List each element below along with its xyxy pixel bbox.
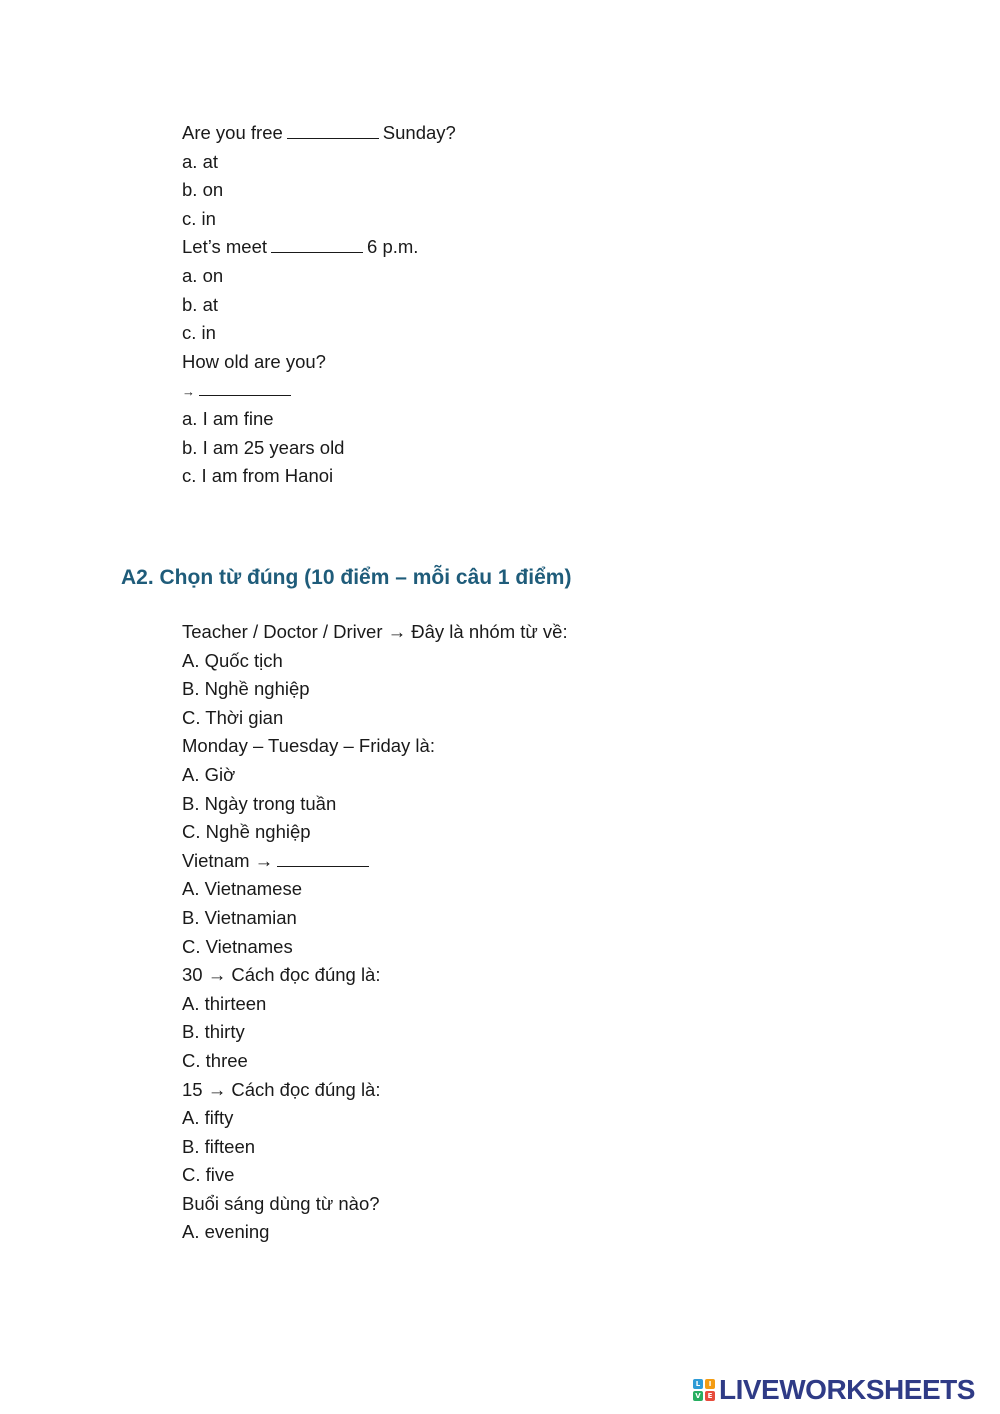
answer-option[interactable]: c. in — [182, 322, 216, 344]
answer-option[interactable]: B. thirty — [182, 1021, 245, 1043]
answer-blank[interactable] — [199, 377, 291, 396]
question-line: Monday – Tuesday – Friday là: — [182, 735, 435, 757]
answer-option[interactable]: b. at — [182, 293, 218, 315]
answer-option[interactable]: A. Quốc tịch — [182, 649, 283, 671]
question-line: Teacher / Doctor / Driver → Đây là nhóm từ về: — [182, 621, 568, 642]
answer-option[interactable]: C. Vietnames — [182, 935, 293, 957]
answer-option[interactable]: a. at — [182, 150, 218, 172]
question-line: 15 → Cách đọc đúng là: — [182, 1078, 381, 1100]
answer-arrow-line — [182, 376, 456, 405]
question-line: Buổi sáng dùng từ nào? — [182, 1192, 380, 1214]
answer-option[interactable]: A. evening — [182, 1221, 270, 1243]
answer-option[interactable]: c. I am from Hanoi — [182, 465, 334, 487]
answer-option[interactable]: B. fifteen — [182, 1135, 256, 1157]
liveworksheets-logo — [693, 1374, 975, 1406]
answer-option[interactable]: A. thirteen — [182, 992, 267, 1014]
section-heading: A2. Chọn từ đúng (10 điểm – mỗi câu 1 điểm) — [121, 566, 572, 589]
answer-option[interactable]: C. Nghề nghiệp — [182, 821, 311, 843]
answer-option[interactable]: B. Vietnamian — [182, 906, 297, 928]
answer-option[interactable]: a. on — [182, 264, 224, 286]
answer-blank[interactable] — [277, 848, 369, 867]
answer-option[interactable]: b. I am 25 years old — [182, 436, 345, 458]
question-line: Vietnam → — [182, 847, 568, 876]
answer-option[interactable]: A. Vietnamese — [182, 878, 302, 900]
answer-option[interactable]: B. Nghề nghiệp — [182, 678, 310, 700]
answer-option[interactable]: C. three — [182, 1049, 248, 1071]
answer-option[interactable]: C. five — [182, 1164, 235, 1186]
answer-option[interactable]: a. I am fine — [182, 407, 274, 429]
logo-text: LIVEWORKSHEETS — [719, 1374, 975, 1405]
answer-option[interactable]: A. fifty — [182, 1107, 234, 1129]
question-line: Are you free Sunday? — [182, 122, 456, 143]
answer-option[interactable]: b. on — [182, 179, 224, 201]
logo-mark-icon: L I V E — [693, 1379, 715, 1401]
answer-blank[interactable] — [287, 120, 379, 139]
answer-option[interactable]: C. Thời gian — [182, 706, 284, 728]
answer-option[interactable]: c. in — [182, 207, 216, 229]
answer-option[interactable]: B. Ngày trong tuần — [182, 792, 337, 814]
question-line: Let’s meet 6 p.m. — [182, 236, 419, 258]
answer-option[interactable]: A. Giờ — [182, 763, 236, 785]
question-line: 30 → Cách đọc đúng là: — [182, 964, 381, 986]
arrow-icon: → — [182, 384, 195, 400]
question-line: How old are you? — [182, 350, 326, 372]
question-list-part-1 — [182, 119, 456, 491]
answer-blank[interactable] — [271, 234, 363, 253]
question-list-part-2 — [182, 618, 568, 1247]
